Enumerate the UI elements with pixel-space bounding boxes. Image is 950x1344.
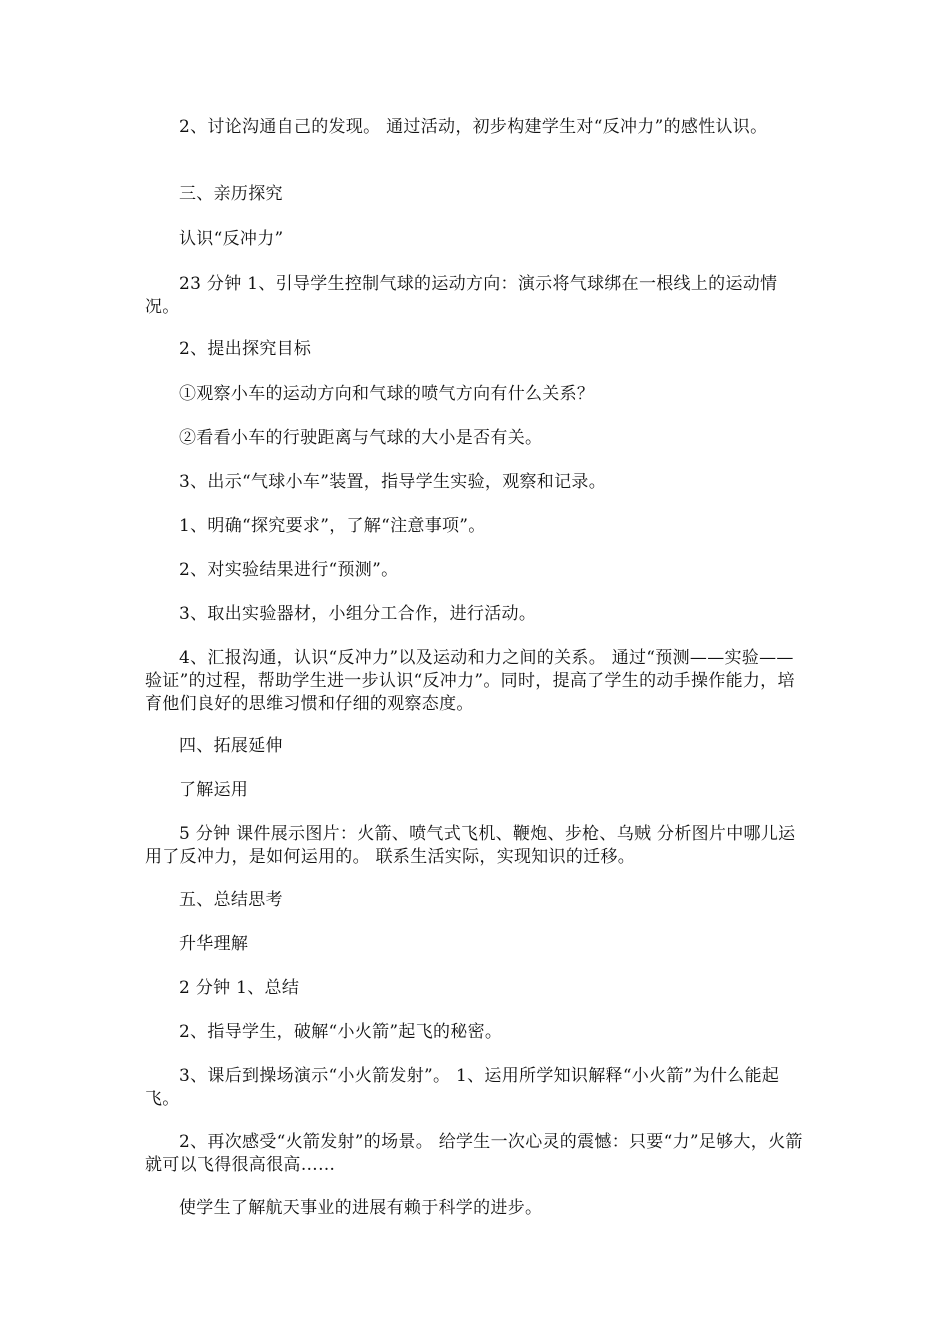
paragraph-6: 3、出示“气球小车”装置，指导学生实验，观察和记录。 [179,472,606,492]
paragraph-12: 2 分钟 1、总结 [179,978,300,998]
paragraph-3: 2、提出探究目标 [179,339,312,359]
section-heading-5: 五、总结思考 [179,890,283,910]
paragraph-2: 23 分钟 1、引导学生控制气球的运动方向：演示将气球绑在一根线上的运动情况。 [145,274,778,317]
section-heading-4: 四、拓展延伸 [179,736,283,756]
paragraph-5: ②看看小车的行驶距离与气球的大小是否有关。 [179,428,543,448]
paragraph-16: 使学生了解航天事业的进展有赖于科学的进步。 [179,1198,543,1218]
paragraph-1: 2、讨论沟通自己的发现。 通过活动，初步构建学生对“反冲力”的感性认识。 [179,117,768,137]
paragraph-9: 3、取出实验器材，小组分工合作，进行活动。 [179,604,537,624]
paragraph-15: 2、再次感受“火箭发射”的场景。 给学生一次心灵的震憾：只要“力”足够大，火箭就可以飞得很高很高…… [145,1132,803,1175]
paragraph-4: ①观察小车的运动方向和气球的喷气方向有什么关系？ [179,384,595,404]
paragraph-7: 1、明确“探究要求”，了解“注意事项”。 [179,516,486,536]
paragraph-11: 5 分钟 课件展示图片：火箭、喷气式飞机、鞭炮、步枪、乌贼 分析图片中哪儿运用了反冲力，是如何运用的。 联系生活实际，实现知识的迁移。 [145,824,796,867]
subheading-1: 认识“反冲力” [179,229,284,249]
paragraph-14: 3、课后到操场演示“小火箭发射”。 1、运用所学知识解释“小火箭”为什么能起飞。 [145,1066,780,1109]
paragraph-8: 2、对实验结果进行“预测”。 [179,560,399,580]
paragraph-13: 2、指导学生，破解“小火箭”起飞的秘密。 [179,1022,503,1042]
subheading-3: 升华理解 [179,934,249,954]
paragraph-10: 4、汇报沟通，认识“反冲力”以及运动和力之间的关系。 通过“预测——实验——验证”的过程，帮助学生进一步认识“反冲力”。同时，提高了学生的动手操作能力，培育他们良好的思维习惯和仔细的观察态度。 [145,648,795,714]
section-heading-3: 三、亲历探究 [179,184,283,204]
subheading-2: 了解运用 [179,780,249,800]
